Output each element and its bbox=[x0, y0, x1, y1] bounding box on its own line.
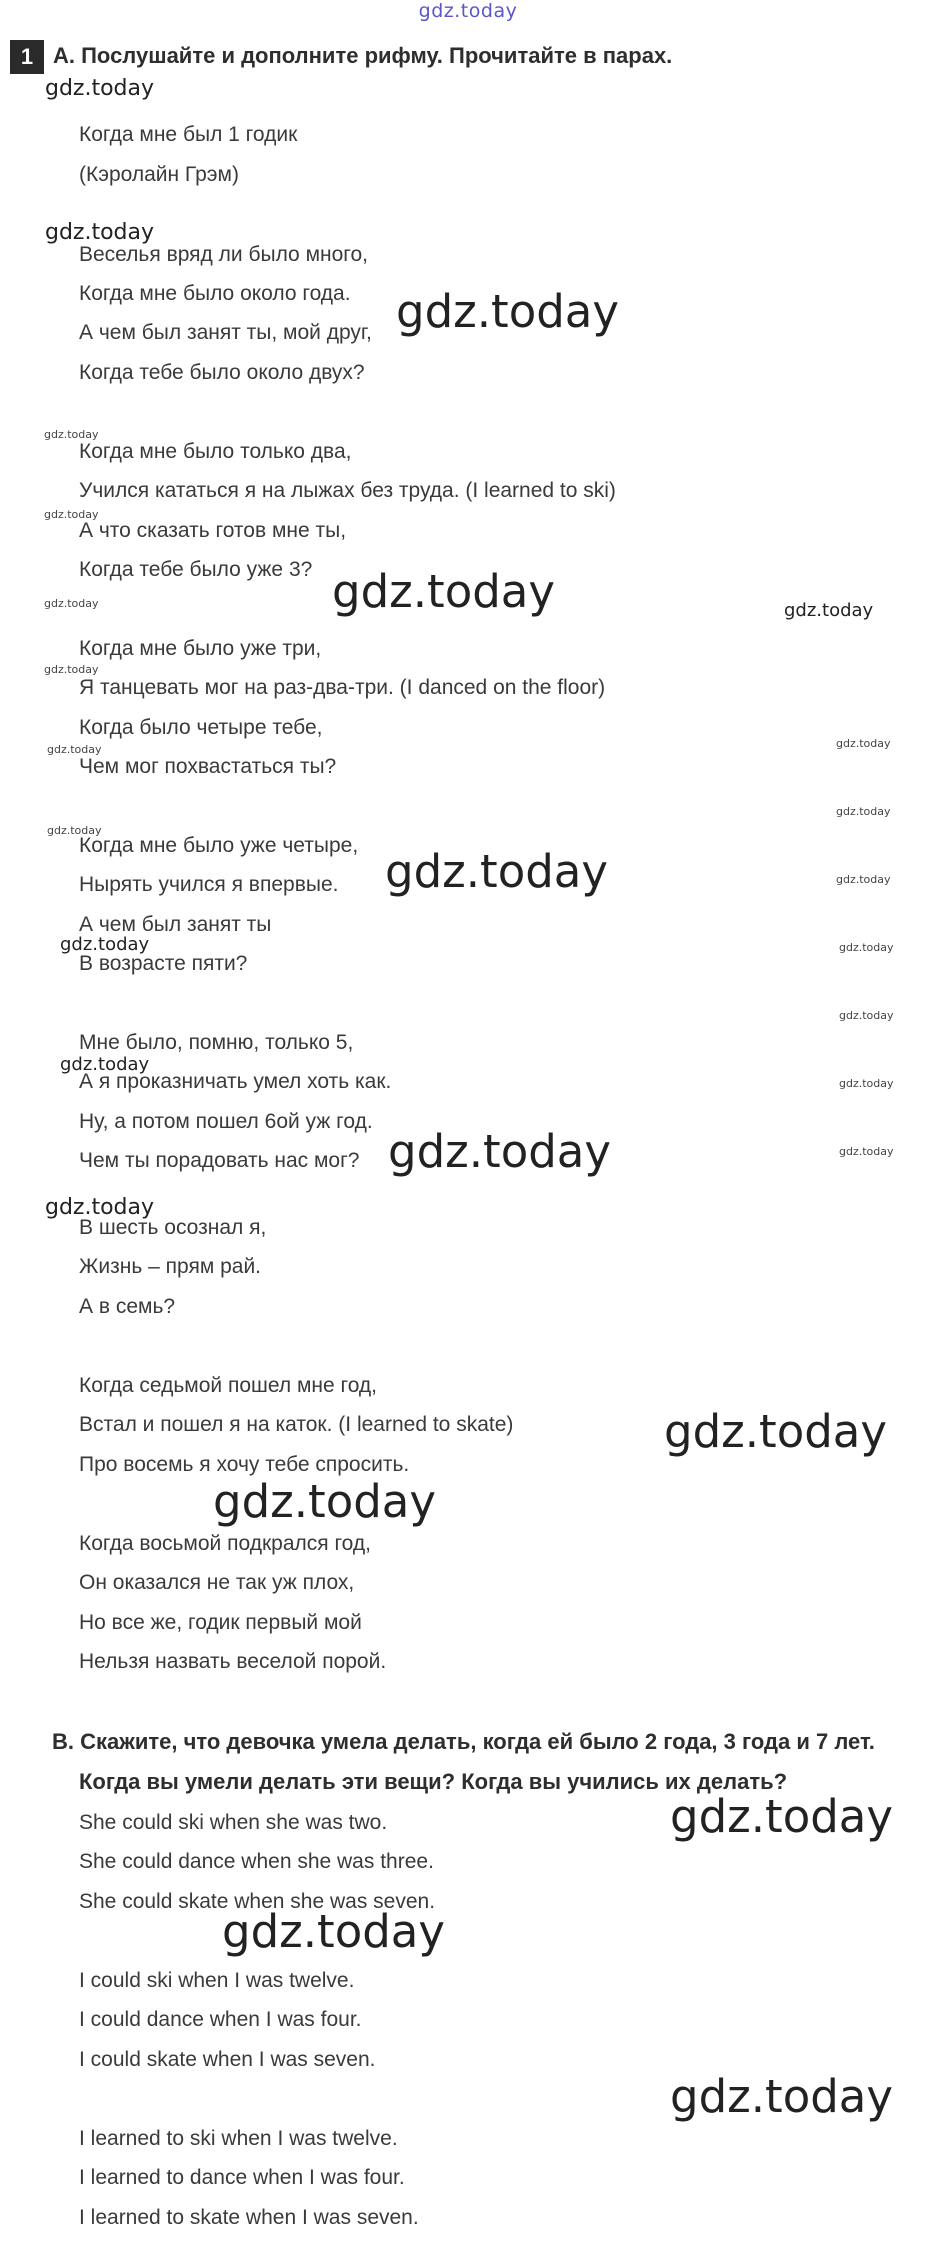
poem-line: Про восемь я хочу тебе спросить. bbox=[79, 1453, 410, 1476]
part-a-instruction: A. Послушайте и дополните рифму. Прочитайте в парах. bbox=[53, 43, 673, 68]
poem-line: Нельзя назвать веселой порой. bbox=[79, 1650, 387, 1673]
poem-line: Когда седьмой пошел мне год, bbox=[79, 1374, 378, 1397]
poem-line: А что сказать готов мне ты, bbox=[79, 519, 347, 542]
poem-line: Когда мне было около года. bbox=[79, 282, 351, 305]
answer-line: She could ski when she was two. bbox=[79, 1811, 388, 1834]
watermark-large: gdz.today bbox=[396, 285, 620, 338]
poem-line: Но все же, годик первый мой bbox=[79, 1611, 362, 1634]
watermark-medium: gdz.today bbox=[45, 1195, 155, 1220]
poem-author: (Кэролайн Грэм) bbox=[79, 163, 239, 186]
watermark-tiny: gdz.today bbox=[47, 743, 102, 756]
watermark-large: gdz.today bbox=[385, 845, 609, 898]
answer-line: She could dance when she was three. bbox=[79, 1850, 434, 1873]
watermark-tiny: gdz.today bbox=[44, 508, 99, 521]
answer-line: I learned to dance when I was four. bbox=[79, 2166, 405, 2189]
watermark-large: gdz.today bbox=[388, 1125, 612, 1178]
header-watermark: gdz.today bbox=[418, 0, 518, 22]
poem-line: Когда мне было уже четыре, bbox=[79, 834, 359, 857]
watermark-large: gdz.today bbox=[222, 1905, 446, 1958]
poem-line: А я проказничать умел хоть как. bbox=[79, 1070, 392, 1093]
poem-line: Ну, а потом пошел 6ой уж год. bbox=[79, 1110, 373, 1133]
watermark-medium: gdz.today bbox=[45, 220, 155, 245]
poem-line: Чем ты порадовать нас мог? bbox=[79, 1149, 360, 1172]
answer-line: She could skate when she was seven. bbox=[79, 1890, 436, 1913]
watermark-tiny: gdz.today bbox=[836, 873, 891, 886]
poem-line: Жизнь – прям рай. bbox=[79, 1255, 262, 1278]
watermark-tiny: gdz.today bbox=[44, 597, 99, 610]
answer-line: I learned to skate when I was seven. bbox=[79, 2206, 419, 2229]
poem-line: Когда восьмой подкрался год, bbox=[79, 1532, 371, 1555]
watermark-tiny: gdz.today bbox=[836, 737, 891, 750]
poem-line: Когда было четыре тебе, bbox=[79, 716, 323, 739]
poem-line: Веселья вряд ли было много, bbox=[79, 243, 368, 266]
part-b-instruction: B. Скажите, что девочка умела делать, когда ей было 2 года, 3 года и 7 лет. bbox=[52, 1729, 875, 1754]
watermark-tiny: gdz.today bbox=[836, 805, 891, 818]
poem-title: Когда мне был 1 годик bbox=[79, 123, 298, 146]
exercise-number-badge: 1 bbox=[10, 40, 44, 74]
poem-line: Когда мне было уже три, bbox=[79, 637, 322, 660]
watermark-large: gdz.today bbox=[332, 565, 556, 618]
watermark-large: gdz.today bbox=[664, 1405, 888, 1458]
watermark-small: gdz.today bbox=[60, 1054, 150, 1075]
poem-line: Учился кататься я на лыжах без труда. (I learned to ski) bbox=[79, 479, 616, 502]
watermark-large: gdz.today bbox=[670, 2070, 894, 2123]
poem-line: Я танцевать мог на раз-два-три. (I danced on the floor) bbox=[79, 676, 606, 699]
poem-line: Он оказался не так уж плох, bbox=[79, 1571, 355, 1594]
poem-line: А чем был занят ты, мой друг, bbox=[79, 321, 372, 344]
watermark-tiny: gdz.today bbox=[839, 1009, 894, 1022]
watermark-small: gdz.today bbox=[60, 934, 150, 955]
poem-line: Мне было, помню, только 5, bbox=[79, 1031, 354, 1054]
watermark-large: gdz.today bbox=[213, 1475, 437, 1528]
watermark-tiny: gdz.today bbox=[839, 1145, 894, 1158]
poem-line: Встал и пошел я на каток. (I learned to skate) bbox=[79, 1413, 514, 1436]
poem-line: Нырять учился я впервые. bbox=[79, 873, 339, 896]
answer-line: I could dance when I was four. bbox=[79, 2008, 362, 2031]
watermark-large: gdz.today bbox=[670, 1790, 894, 1843]
watermark-tiny: gdz.today bbox=[839, 941, 894, 954]
watermark-tiny: gdz.today bbox=[47, 824, 102, 837]
poem-line: Чем мог похвастаться ты? bbox=[79, 755, 337, 778]
answer-line: I learned to ski when I was twelve. bbox=[79, 2127, 398, 2150]
answer-line: I could ski when I was twelve. bbox=[79, 1969, 355, 1992]
answer-line: I could skate when I was seven. bbox=[79, 2048, 376, 2071]
poem-line: А чем был занят ты bbox=[79, 913, 272, 936]
poem-line: Когда тебе было около двух? bbox=[79, 361, 365, 384]
part-b-question: Когда вы умели делать эти вещи? Когда вы учились их делать? bbox=[79, 1769, 788, 1794]
poem-line: Когда мне было только два, bbox=[79, 440, 352, 463]
watermark-tiny: gdz.today bbox=[44, 663, 99, 676]
watermark-medium: gdz.today bbox=[45, 76, 155, 101]
watermark-tiny: gdz.today bbox=[839, 1077, 894, 1090]
poem-line: В шесть осознал я, bbox=[79, 1216, 267, 1239]
poem-line: В возрасте пяти? bbox=[79, 952, 248, 975]
poem-line: А в семь? bbox=[79, 1295, 176, 1318]
watermark-tiny: gdz.today bbox=[44, 428, 99, 441]
poem-line: Когда тебе было уже 3? bbox=[79, 558, 313, 581]
watermark-small: gdz.today bbox=[784, 600, 874, 621]
